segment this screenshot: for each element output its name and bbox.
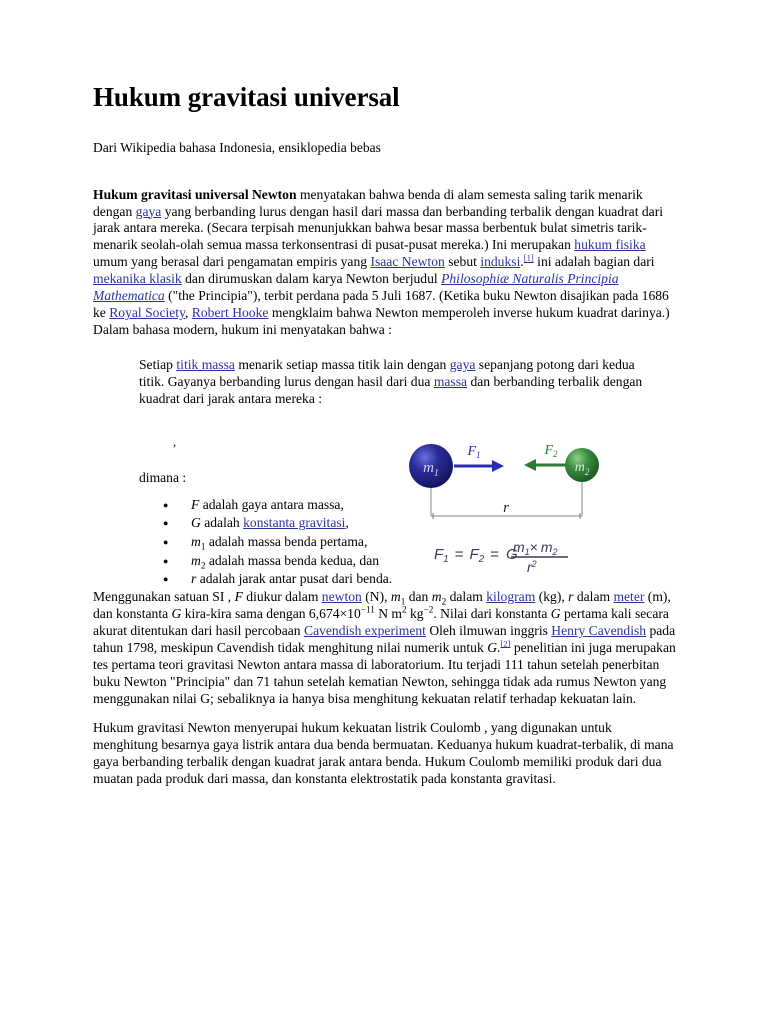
definition-text-F: adalah gaya antara massa, — [199, 496, 344, 512]
link-konstanta-gravitasi[interactable]: konstanta gravitasi — [243, 515, 346, 531]
force2-arrow-head — [524, 459, 536, 471]
symbol-F: F — [191, 496, 200, 512]
intro-text-7: dan dirumuskan dalam karya Newton berjudul — [181, 271, 442, 287]
intro-text-3: umum yang berasal dari pengamatan empiris yang — [93, 254, 371, 270]
si-text-12: . Nilai dari konstanta — [433, 605, 551, 621]
si-text-10: N m — [374, 605, 402, 621]
link-principia[interactable]: Philosophiæ Naturalis Principia Mathematica — [93, 271, 619, 304]
link-kilogram[interactable]: kilogram — [486, 589, 536, 605]
force-formula — [434, 539, 568, 575]
dimana-label: dimana : — [139, 469, 187, 485]
si-text-8: (m), dan konstanta — [93, 589, 671, 621]
link-isaac-newton[interactable]: Isaac Newton — [370, 254, 445, 270]
law-statement-blockquote — [139, 357, 651, 408]
si-text-5: dalam — [446, 589, 487, 605]
coulomb-paragraph: Hukum gravitasi Newton menyerupai hukum kekuatan listrik Coulomb , yang digunakan untuk menghitung besarnya gaya listrik antara dua benda bermuatan. Keduanya hukum kuadrat-terbalik, di mana gaya berbanding terbalik dengan kuadrat jarak antara benda. Hukum Coulomb memiliki produk dari dua muatan pada produk dari massa, dan konstanta elektrostatik pada konstanta gravitasi. — [93, 720, 674, 787]
intro-text-5: . — [520, 254, 524, 270]
link-induksi[interactable]: induksi — [480, 254, 521, 270]
si-symbol-m2-sub: 2 — [441, 596, 447, 607]
definition-suffix-G: , — [345, 515, 349, 531]
si-units-paragraph — [93, 589, 680, 707]
formula-numerator: $m_1\times m_2$ — [513, 538, 558, 557]
si-symbol-G3: G — [487, 639, 498, 655]
si-text-9: kira-kira sama dengan 6,674×10 — [181, 605, 361, 621]
link-royal-society[interactable]: Royal Society — [109, 305, 185, 321]
symbol-m2: m — [191, 552, 201, 568]
link-hukum-fisika[interactable]: hukum fisika — [574, 237, 646, 253]
reference-link-1[interactable]: [1] — [523, 252, 534, 263]
si-text-7: dalam — [573, 589, 614, 605]
formula-lhs: $F_1 = F_2 = G$ — [434, 545, 518, 565]
lead-bold-term: Hukum gravitasi universal Newton — [93, 186, 297, 202]
link-gaya[interactable]: gaya — [135, 203, 162, 219]
formula-denominator: $r^2$ — [527, 558, 537, 575]
quote-text-1: Setiap — [139, 356, 177, 372]
si-text-15: pada tahun 1798, meskipun Cavendish tidak menghitung nilai numerik untuk — [93, 622, 676, 655]
si-symbol-m1-sub: 1 — [400, 596, 406, 607]
intro-text-6: ini adalah bagian dari — [533, 254, 655, 270]
si-text-14: Oleh ilmuwan inggris — [425, 622, 552, 638]
si-symbol-G: G — [171, 605, 182, 621]
definition-text-m1: adalah massa benda pertama, — [205, 534, 368, 549]
force1-arrow-head — [492, 460, 504, 472]
si-text-16: . — [497, 639, 501, 655]
quote-text-4: dan berbanding terbalik dengan kuadrat dari jarak antara mereka : — [139, 373, 643, 406]
link-gaya-quote[interactable]: gaya — [449, 356, 476, 372]
si-exponent-minus11: −11 — [360, 604, 375, 615]
si-text-6: (kg), — [535, 589, 569, 605]
link-robert-hooke[interactable]: Robert Hooke — [191, 305, 269, 321]
quote-text-3: sepanjang potong dari kedua titik. Gayanya berbanding lurus dengan hasil dari dua — [139, 356, 635, 389]
link-massa[interactable]: massa — [433, 373, 468, 389]
intro-text-1: menyatakan bahwa benda di alam semesta saling tarik menarik dengan — [93, 186, 643, 219]
force1-label: $F_1$ — [467, 443, 481, 460]
symbol-r: r — [191, 571, 197, 587]
link-newton[interactable]: newton — [321, 589, 362, 605]
distance-label-r: r — [503, 499, 509, 516]
symbol-m1-subscript: 1 — [200, 541, 206, 552]
link-henry-cavendish[interactable]: Henry Cavendish — [551, 622, 647, 638]
si-text-4: dan — [405, 589, 432, 605]
formula-placeholder-mark: , — [173, 433, 177, 449]
si-exponent-minus2: −2 — [423, 604, 434, 615]
symbol-G: G — [191, 515, 201, 531]
si-symbol-m2: m — [431, 589, 442, 605]
si-text-17: penelitian ini juga merupakan tes pertama teori gravitasi Newton antara massa di laboratorium. Itu terjadi 111 tahun setelah penerbitan buku Newton "Principia" dan 71 tahun setelah kematian Newton, sehingga tidak ada rumus Newton yang menggunakan nilai G; sebaliknya ia hanya bisa menghitung kekuatan relatif terhadap kekuatan lain. — [93, 639, 676, 706]
intro-text-10: mengklaim bahwa Newton memperoleh inverse hukum kuadrat darinya.) Dalam bahasa modern, hukum ini menyatakan bahwa : — [93, 305, 670, 337]
intro-paragraph — [93, 187, 680, 339]
si-text-1: Menggunakan satuan SI , — [93, 589, 235, 605]
definition-text-G: adalah — [200, 515, 244, 531]
intro-text-2: yang berbanding lurus dengan hasil dari massa dan berbanding terbalik dengan kuadrat dari jarak antara mereka. (Secara terpisah menunjukkan bahwa besar massa berbentuk bulat simetris tarik-menarik seolah-olah semua massa terkonsentrasi di pusat-pusat mereka.) Ini merupakan — [93, 203, 664, 253]
si-symbol-m1: m — [390, 589, 401, 605]
si-text-3: (N), — [361, 589, 391, 605]
symbol-m2-subscript: 2 — [200, 560, 206, 571]
definition-text-m2: adalah massa benda kedua, dan — [205, 552, 380, 568]
definition-text-r: adalah jarak antar pusat dari benda. — [196, 571, 393, 587]
quote-text-2: menarik setiap massa titik lain dengan — [234, 356, 450, 372]
intro-text-4: sebut — [444, 254, 481, 270]
page-title: Hukum gravitasi universal — [93, 82, 400, 112]
force2-label: $F_2$ — [544, 442, 558, 459]
intro-text-8: ("the Principia"), terbit perdana pada 5 Juli 1687. (Ketika buku Newton disajikan pada 1686 ke — [93, 288, 669, 321]
article-subtitle: Dari Wikipedia bahasa Indonesia, ensiklopedia bebas — [93, 140, 381, 156]
si-exponent-2: 2 — [402, 604, 407, 615]
si-symbol-F: F — [234, 589, 243, 605]
mass1-label: $m_1$ — [423, 459, 439, 479]
gravitation-diagram — [396, 438, 626, 588]
link-cavendish-experiment[interactable]: Cavendish experiment — [304, 622, 426, 638]
intro-text-9: , — [185, 305, 192, 321]
si-text-11: kg — [406, 605, 424, 621]
reference-marker-2[interactable] — [500, 638, 510, 648]
mass2-label: $m_2$ — [574, 459, 590, 477]
link-meter[interactable]: meter — [613, 589, 645, 605]
reference-marker-1[interactable] — [524, 253, 534, 263]
symbol-m1: m — [191, 534, 201, 549]
si-symbol-r: r — [568, 589, 574, 605]
si-text-13: pertama kali secara akurat ditentukan dari hasil percobaan — [93, 605, 669, 638]
si-symbol-G2: G — [550, 605, 561, 621]
link-mekanika-klasik[interactable]: mekanika klasik — [93, 271, 182, 287]
si-text-2: diukur dalam — [242, 589, 322, 605]
reference-link-2[interactable]: [2] — [500, 638, 511, 649]
gravitation-diagram-svg — [396, 438, 626, 588]
link-titik-massa[interactable]: titik massa — [176, 356, 235, 372]
